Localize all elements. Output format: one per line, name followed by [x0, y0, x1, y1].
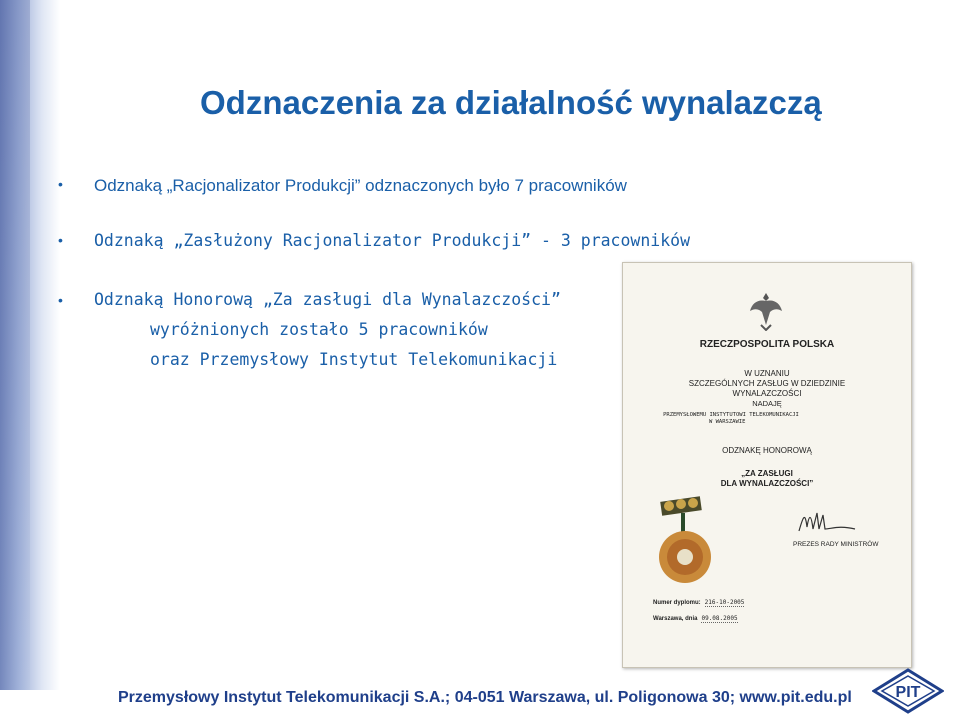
bullet-text: Odznaką „Zasłużony Racjonalizator Produkcji” - 3 pracowników [94, 231, 691, 250]
badge-name-line: „ZA ZASŁUGI [741, 469, 793, 478]
bullet-text-continued: wyróżnionych zostało 5 pracowników [150, 320, 488, 339]
recognition-line: SZCZEGÓLNYCH ZASŁUG W DZIEDZINIE [688, 379, 846, 388]
bullet-text: Odznaką Honorową „Za zasługi dla Wynalazczości” [94, 290, 561, 309]
certificate-badge-name [623, 469, 911, 489]
badge-name-line: DLA WYNALAZCZOŚCI” [720, 479, 814, 488]
certificate-badge-label: ODZNAKĘ HONOROWĄ [722, 446, 812, 455]
certificate-recipient [587, 412, 875, 426]
bullet-text: Odznaką „Racjonalizator Produkcji” odznaczonych było 7 pracowników [94, 176, 627, 195]
medal-icon [653, 495, 719, 591]
certificate-grants: NADAJĘ [752, 399, 782, 408]
number-value: 216-10-2005 [704, 599, 745, 606]
left-decorative-band [0, 0, 60, 690]
slide-title: Odznaczenia za działalność wynalazczą [200, 84, 822, 121]
certificate-country: RZECZPOSPOLITA POLSKA [699, 339, 835, 350]
bullet-dot-icon: • [58, 292, 63, 308]
bullet-dot-icon: • [58, 176, 63, 192]
svg-text:PIT: PIT [895, 684, 921, 701]
recognition-line: W UZNANIU [744, 369, 790, 378]
certificate-recognition [623, 369, 911, 399]
bullet-text-continued: oraz Przemysłowy Instytut Telekomunikacji [150, 350, 558, 369]
certificate-date [653, 615, 738, 622]
bullet-dot-icon: • [58, 232, 63, 248]
recipient-line: W WARSZAWIE [709, 419, 746, 425]
date-value: 09.08.2005 [701, 615, 738, 622]
certificate-number [653, 599, 744, 606]
recipient-line: PRZEMYSŁOWEMU INSTYTUTOWI TELEKOMUNIKACJI [663, 412, 799, 418]
pit-logo [872, 668, 944, 714]
certificate-image [622, 262, 912, 668]
recognition-line: WYNALAZCZOŚCI [732, 389, 802, 398]
date-label: Warszawa, dnia [653, 616, 698, 622]
certificate-signer: PREZES RADY MINISTRÓW [793, 541, 879, 548]
number-label: Numer dyplomu: [653, 600, 701, 606]
footer-text: Przemysłowy Instytut Telekomunikacji S.A.; 04-051 Warszawa, ul. Poligonowa 30; www.pit.edu.pl [118, 689, 852, 706]
eagle-emblem-icon [749, 291, 783, 331]
signature-image [795, 507, 859, 537]
